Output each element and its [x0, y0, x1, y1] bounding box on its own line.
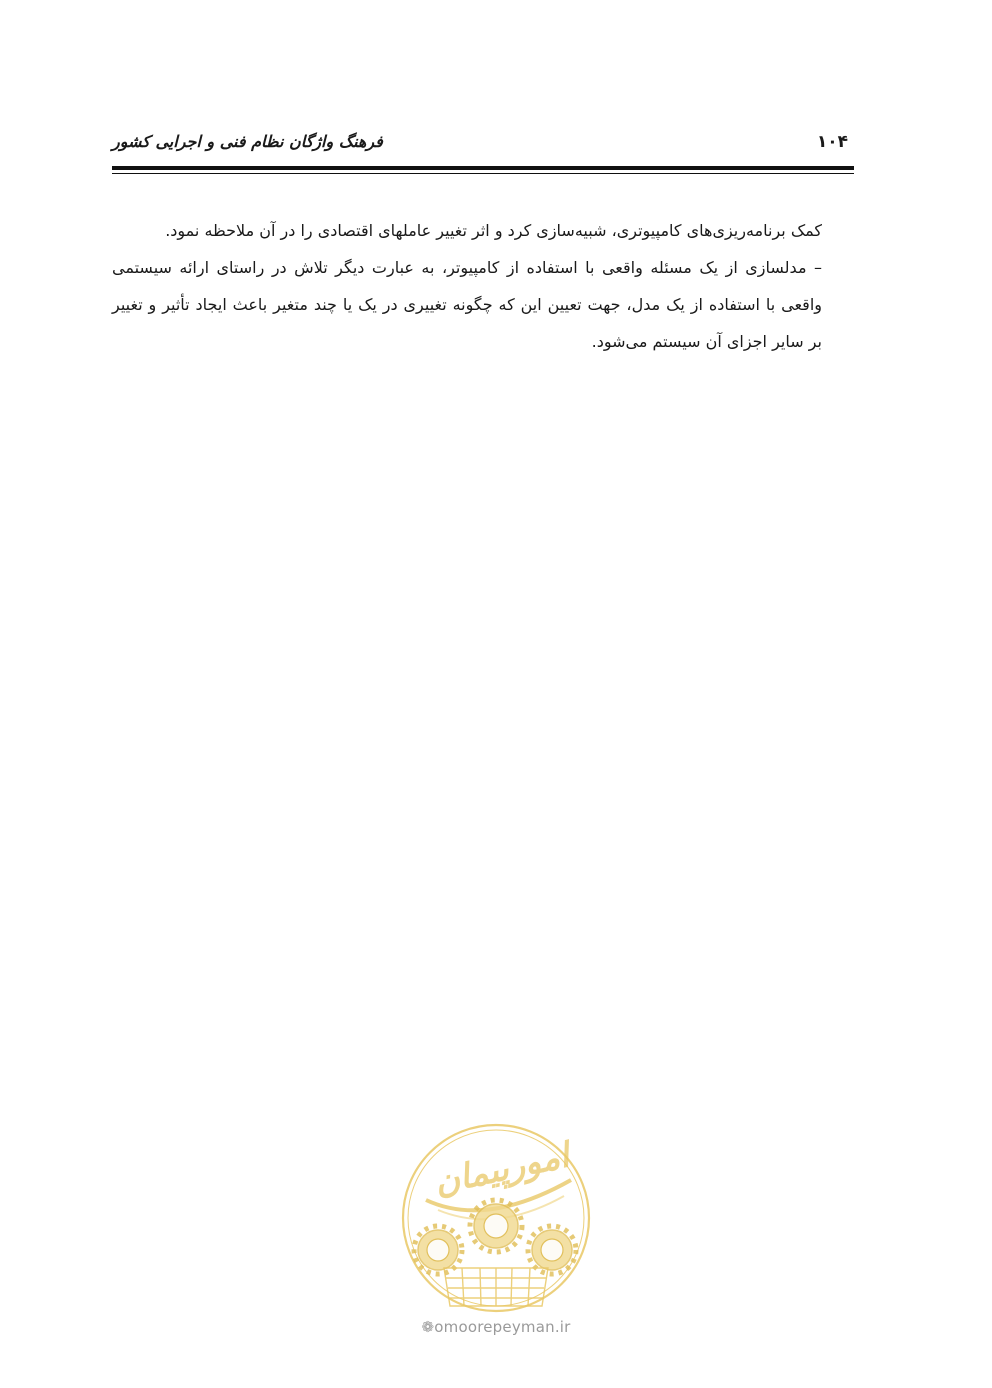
book-title: فرهنگ واژگان نظام فنی و اجرایی کشور — [112, 132, 383, 151]
watermark-url — [396, 1318, 596, 1336]
paragraph: کمک برنامه‌ریزی‌های کامپیوتری، شبیه‌سازی کرد و اثر تغییر عاملهای اقتصادی را در آن ملاحظه نمود. — [165, 221, 822, 240]
logo-lettering: امورپیمان — [430, 1135, 573, 1203]
paragraph: – مدلسازی از یک مسئله واقعی با استفاده از کامپیوتر، به عبارت دیگر تلاش در راستای ارائه سیستمی واقعی با استفاده از یک مدل، جهت تعیین این که چگونه تغییری در یک یا چند متغیر باعث ایجاد تأثیر و تغییر بر سایر اجزای آن سیستم می‌شود. — [112, 258, 822, 351]
header-rule-thin — [112, 173, 854, 174]
logo-emblem-icon — [396, 1118, 596, 1318]
page-number: ۱۰۴ — [816, 132, 848, 152]
header-rule-thick — [112, 166, 854, 170]
running-header — [112, 128, 854, 162]
watermark-logo — [396, 1118, 596, 1318]
logo-mini-icon: ❁ — [421, 1318, 435, 1336]
watermark-url-text: omoorepeyman.ir — [434, 1318, 571, 1336]
body-text — [112, 212, 822, 360]
